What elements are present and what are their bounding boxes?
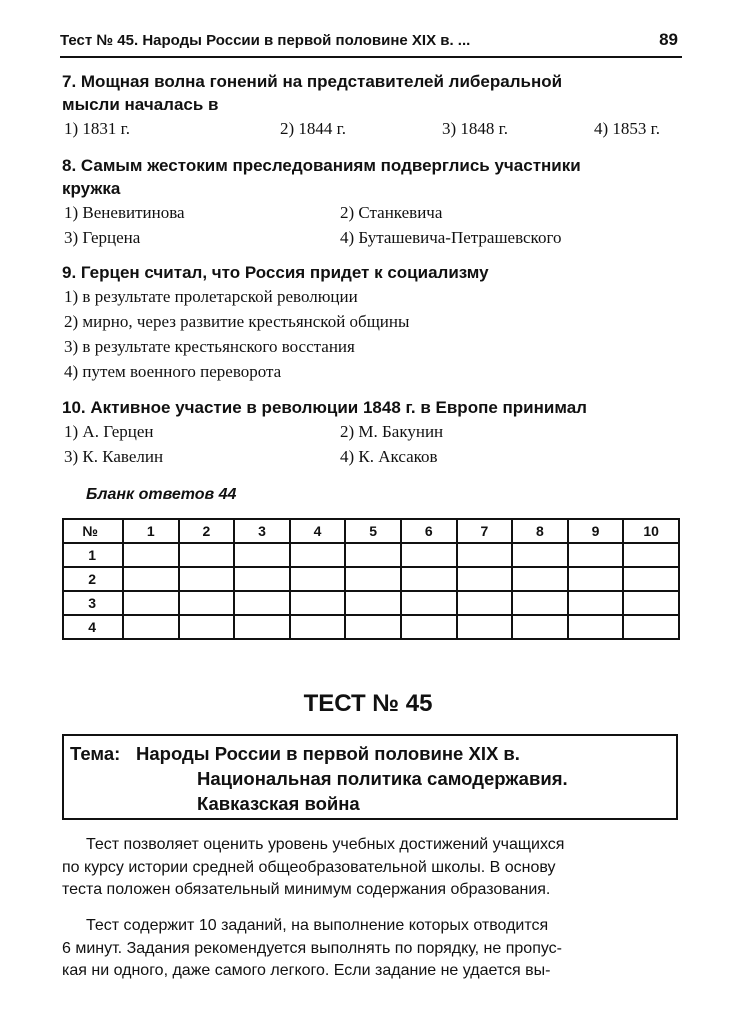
option: 4) путем военного переворота — [64, 362, 282, 381]
answer-cell[interactable] — [345, 615, 401, 639]
answer-cell[interactable] — [512, 615, 568, 639]
grid-row-label: 2 — [63, 567, 123, 591]
answer-cell[interactable] — [457, 543, 513, 567]
option: 4) Буташевича-Петрашевского — [340, 228, 562, 247]
option: 3) К. Кавелин — [64, 447, 164, 466]
answer-cell[interactable] — [290, 591, 346, 615]
grid-header-cell: 7 — [457, 519, 513, 543]
option: 4) 1853 г. — [594, 119, 660, 138]
option: 2) Станкевича — [340, 203, 443, 222]
option: 1) в результате пролетарской революции — [64, 287, 358, 306]
grid-header-cell: 5 — [345, 519, 401, 543]
option: 3) 1848 г. — [442, 119, 508, 138]
grid-header-cell: 10 — [623, 519, 679, 543]
question-stem: 9. Герцен считал, что Россия придет к социализму — [62, 263, 489, 282]
answer-cell[interactable] — [234, 591, 290, 615]
question-options — [62, 116, 682, 141]
answer-cell[interactable] — [568, 543, 624, 567]
option: 1) А. Герцен — [64, 422, 154, 441]
grid-row-label: 4 — [63, 615, 123, 639]
grid-row-label: 3 — [63, 591, 123, 615]
answer-cell[interactable] — [568, 567, 624, 591]
grid-header-cell: 4 — [290, 519, 346, 543]
question-options — [62, 419, 682, 469]
answer-cell[interactable] — [401, 543, 457, 567]
answer-cell[interactable] — [123, 543, 179, 567]
answer-cell[interactable] — [623, 615, 679, 639]
answer-cell[interactable] — [345, 543, 401, 567]
answer-cell[interactable] — [234, 567, 290, 591]
answer-cell[interactable] — [623, 543, 679, 567]
answer-cell[interactable] — [512, 543, 568, 567]
grid-row-label: 1 — [63, 543, 123, 567]
option: 3) в результате крестьянского восстания — [64, 337, 355, 356]
answer-cell[interactable] — [123, 567, 179, 591]
question-options — [62, 200, 682, 250]
topic-label: Тема: — [70, 743, 121, 764]
answer-cell[interactable] — [512, 567, 568, 591]
running-header — [60, 30, 682, 58]
answer-cell[interactable] — [290, 543, 346, 567]
answer-cell[interactable] — [623, 567, 679, 591]
answer-cell[interactable] — [179, 615, 235, 639]
answer-cell[interactable] — [290, 615, 346, 639]
answer-grid-row — [63, 591, 679, 615]
question-stem: 10. Активное участие в революции 1848 г. в Европе принимал — [62, 398, 587, 417]
answer-cell[interactable] — [401, 567, 457, 591]
question-7 — [62, 70, 682, 141]
answer-grid-row — [63, 567, 679, 591]
grid-header-cell: 8 — [512, 519, 568, 543]
answer-grid — [62, 518, 680, 640]
answer-cell[interactable] — [401, 591, 457, 615]
answer-cell[interactable] — [123, 591, 179, 615]
option: 3) Герцена — [64, 228, 141, 247]
answer-cell[interactable] — [568, 615, 624, 639]
question-options — [62, 284, 682, 384]
option: 1) Веневитинова — [64, 203, 185, 222]
answer-cell[interactable] — [623, 591, 679, 615]
answer-cell[interactable] — [345, 567, 401, 591]
topic-line: Национальная политика самодержавия. — [197, 768, 568, 789]
intro-paragraph: Тест позволяет оценить уровень учебных достижений учащихся по курсу истории средней общеобразовательной школы. В основу теста положен обязательный минимум содержания образования. — [62, 836, 565, 898]
answer-cell[interactable] — [179, 543, 235, 567]
grid-header-cell: 3 — [234, 519, 290, 543]
running-header-title: Тест № 45. Народы России в первой половине XIX в. ... — [60, 32, 471, 49]
answer-cell[interactable] — [401, 615, 457, 639]
answer-grid-row — [63, 543, 679, 567]
answer-cell[interactable] — [290, 567, 346, 591]
question-stem: 8. Самым жестоким преследованиям подверглись участники кружка — [62, 156, 581, 198]
grid-header-cell: 6 — [401, 519, 457, 543]
answer-grid-header-row — [63, 519, 679, 543]
answer-cell[interactable] — [234, 543, 290, 567]
answer-cell[interactable] — [234, 615, 290, 639]
answer-cell[interactable] — [457, 615, 513, 639]
topic-line: Народы России в первой половине XIX в. — [136, 743, 520, 764]
grid-header-cell: 9 — [568, 519, 624, 543]
question-stem: 7. Мощная волна гонений на представителей либеральной мысли началась в — [62, 72, 563, 114]
option: 1) 1831 г. — [64, 119, 130, 138]
page-number: 89 — [659, 30, 678, 49]
answer-cell[interactable] — [179, 591, 235, 615]
answer-cell[interactable] — [568, 591, 624, 615]
answer-blank-title: Бланк ответов 44 — [86, 486, 237, 503]
topic-line: Кавказская война — [197, 793, 360, 814]
grid-header-cell: № — [63, 519, 123, 543]
option: 2) мирно, через развитие крестьянской общины — [64, 312, 410, 331]
grid-header-cell: 2 — [179, 519, 235, 543]
option: 2) 1844 г. — [280, 119, 346, 138]
answer-cell[interactable] — [179, 567, 235, 591]
option: 4) К. Аксаков — [340, 447, 438, 466]
answer-grid-row — [63, 615, 679, 639]
answer-cell[interactable] — [123, 615, 179, 639]
topic-box — [62, 734, 678, 820]
grid-header-cell: 1 — [123, 519, 179, 543]
question-9 — [62, 261, 682, 384]
answer-cell[interactable] — [345, 591, 401, 615]
test-title: ТЕСТ № 45 — [303, 690, 433, 717]
question-8 — [62, 154, 682, 250]
instructions-paragraph: Тест содержит 10 заданий, на выполнение которых отводится 6 минут. Задания рекомендуется выполнять по порядку, не пропус- кая ни одного, даже самого легкого. Если задание не удается вы- — [62, 917, 562, 979]
answer-cell[interactable] — [457, 567, 513, 591]
answer-cell[interactable] — [512, 591, 568, 615]
question-10 — [62, 396, 682, 469]
option: 2) М. Бакунин — [340, 422, 444, 441]
answer-cell[interactable] — [457, 591, 513, 615]
